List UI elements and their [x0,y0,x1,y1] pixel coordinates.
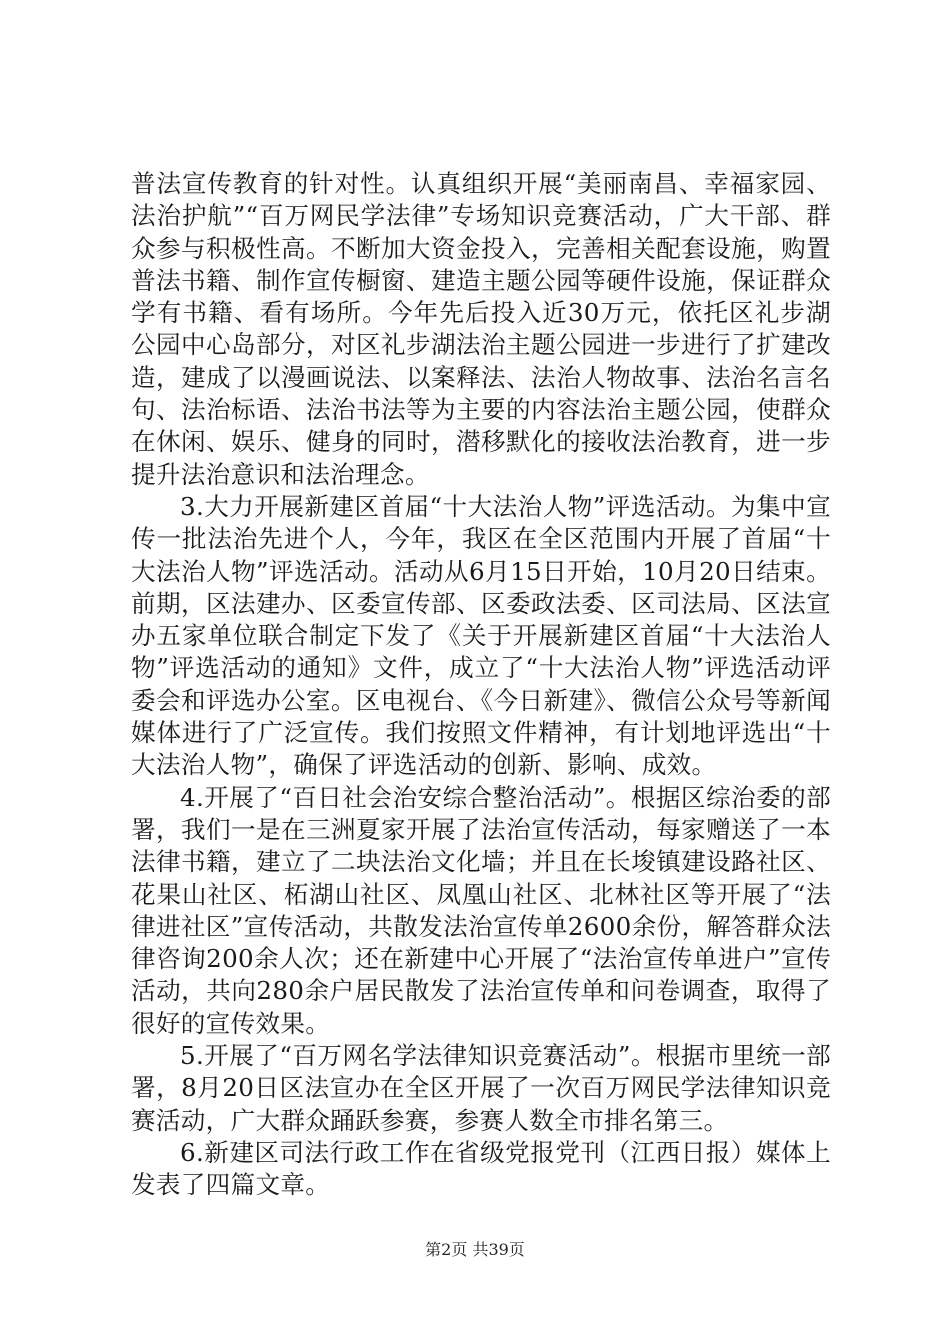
paragraph: 3.大力开展新建区首届“十大法治人物”评选活动。为集中宣传一批法治先进个人，今年，我区在全区范围内开展了首届“十大法治人物”评选活动。活动从6月15日开始，10月20日结束。前期，区法建办、区委宣传部、区委政法委、区司法局、区法宣办五家单位联合制定下发了《关于开展新建区首届“十大法治人物”评选活动的通知》文件，成立了“十大法治人物”评选活动评委会和评选办公室。区电视台、《今日新建》、微信公众号等新闻媒体进行了广泛宣传。我们按照文件精神，有计划地评选出“十大法治人物”，确保了评选活动的创新、影响、成效。 [131,491,831,780]
paragraph: 6.新建区司法行政工作在省级党报党刊（江西日报）媒体上发表了四篇文章。 [131,1137,831,1200]
document-body [131,168,831,1202]
paragraph: 5.开展了“百万网名学法律知识竞赛活动”。根据市里统一部署，8月20日区法宣办在全区开展了一次百万网民学法律知识竞赛活动，广大群众踊跃参赛，参赛人数全市排名第三。 [131,1041,831,1135]
page-number-footer: 第2页 共39页 [425,1240,525,1259]
paragraph: 普法宣传教育的针对性。认真组织开展“美丽南昌、幸福家园、法治护航”“百万网民学法律”专场知识竞赛活动，广大干部、群众参与积极性高。不断加大资金投入，完善相关配套设施，购置普法书籍、制作宣传橱窗、建造主题公园等硬件设施，保证群众学有书籍、看有场所。今年先后投入近30万元，依托区礼步湖公园中心岛部分，对区礼步湖法治主题公园进一步进行了扩建改造，建成了以漫画说法、以案释法、法治人物故事、法治名言名句、法治标语、法治书法等为主要的内容法治主题公园，使群众在休闲、娱乐、健身的同时，潜移默化的接收法治教育，进一步提升法治意识和法治理念。 [131,169,831,489]
paragraph: 4.开展了“百日社会治安综合整治活动”。根据区综治委的部署，我们一是在三洲夏家开展了法治宣传活动，每家赠送了一本法律书籍，建立了二块法治文化墙；并且在长埈镇建设路社区、花果山社区、柘湖山社区、凤凰山社区、北林社区等开展了“法律进社区”宣传活动，共散发法治宣传单2600余份，解答群众法律咨询200余人次；还在新建中心开展了“法治宣传单进户”宣传活动，共向280余户居民散发了法治宣传单和问卷调查，取得了很好的宣传效果。 [131,782,831,1038]
